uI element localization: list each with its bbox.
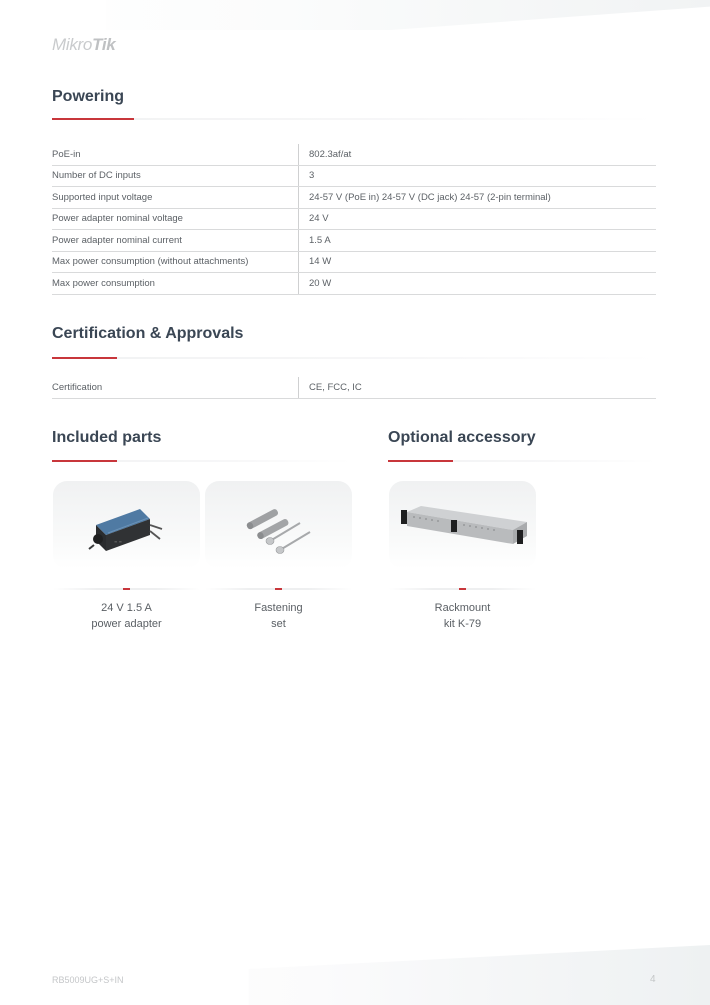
section-title-included-parts: Included parts — [52, 429, 162, 446]
spec-value: 24-57 V (PoE in) 24-57 V (DC jack) 24-57 (2-pin terminal) — [298, 187, 656, 208]
section-underline-optional-accessory — [388, 460, 656, 462]
table-row — [52, 209, 656, 231]
section-title-powering: Powering — [52, 88, 125, 105]
spec-value: 14 W — [298, 252, 656, 273]
table-row — [52, 187, 656, 209]
accessory-label-line1: Rackmount — [434, 602, 491, 614]
section-underline-certification — [52, 357, 656, 359]
table-row — [52, 166, 656, 188]
logo-text-tik: Tik — [92, 35, 116, 54]
spec-value: 24 V — [298, 209, 656, 230]
section-underline-powering — [52, 118, 656, 120]
spec-value: 802.3af/at — [298, 144, 656, 165]
included-part-card-power-adapter — [53, 481, 200, 569]
svg-text:≡ ≡: ≡ ≡ — [113, 539, 122, 544]
logo-text-mikro: Mikro — [52, 35, 93, 54]
optional-accessory-card-rackmount-kit — [389, 481, 536, 569]
spec-value: CE, FCC, IC — [298, 377, 656, 398]
card-separator — [205, 588, 352, 590]
spec-value: 3 — [298, 166, 656, 187]
section-title-optional-accessory: Optional accessory — [388, 429, 536, 446]
part-label-line1: Fastening — [254, 602, 303, 614]
footer-page-number: 4 — [650, 974, 656, 985]
spec-label: Number of DC inputs — [52, 170, 141, 182]
spec-value: 20 W — [298, 273, 656, 294]
included-part-label — [205, 601, 352, 632]
spec-label: Power adapter nominal current — [52, 234, 182, 246]
table-row — [52, 273, 656, 295]
spec-label: PoE-in — [52, 148, 81, 160]
section-title-certification: Certification & Approvals — [52, 325, 244, 342]
powering-spec-table — [52, 144, 656, 295]
spec-label: Max power consumption — [52, 277, 155, 289]
table-row — [52, 230, 656, 252]
card-separator — [53, 588, 200, 590]
included-part-card-fastening-set — [205, 481, 352, 569]
spec-label: Power adapter nominal voltage — [52, 213, 183, 225]
spec-label: Supported input voltage — [52, 191, 153, 203]
card-separator — [389, 588, 536, 590]
spec-label: Max power consumption (without attachments) — [52, 256, 249, 268]
spec-value: 1.5 A — [298, 230, 656, 251]
part-label-line2: set — [271, 617, 286, 630]
part-label-line1: 24 V 1.5 A — [101, 602, 152, 614]
certification-spec-table — [52, 377, 656, 399]
header-background-band — [0, 0, 710, 30]
rackmount-kit-image — [393, 500, 533, 550]
table-row — [52, 252, 656, 274]
table-row — [52, 144, 656, 166]
footer-product-code: RB5009UG+S+IN — [52, 975, 124, 985]
part-label-line2: power adapter — [91, 617, 162, 630]
fastening-set-image — [234, 495, 324, 555]
mikrotik-logo — [52, 35, 115, 55]
table-row — [52, 377, 656, 399]
spec-label: Certification — [52, 381, 103, 393]
included-part-label — [53, 601, 200, 632]
section-underline-included-parts — [52, 460, 352, 462]
optional-accessory-label — [389, 601, 536, 632]
accessory-label-line2: kit K-79 — [443, 617, 482, 630]
power-adapter-image — [82, 495, 172, 555]
